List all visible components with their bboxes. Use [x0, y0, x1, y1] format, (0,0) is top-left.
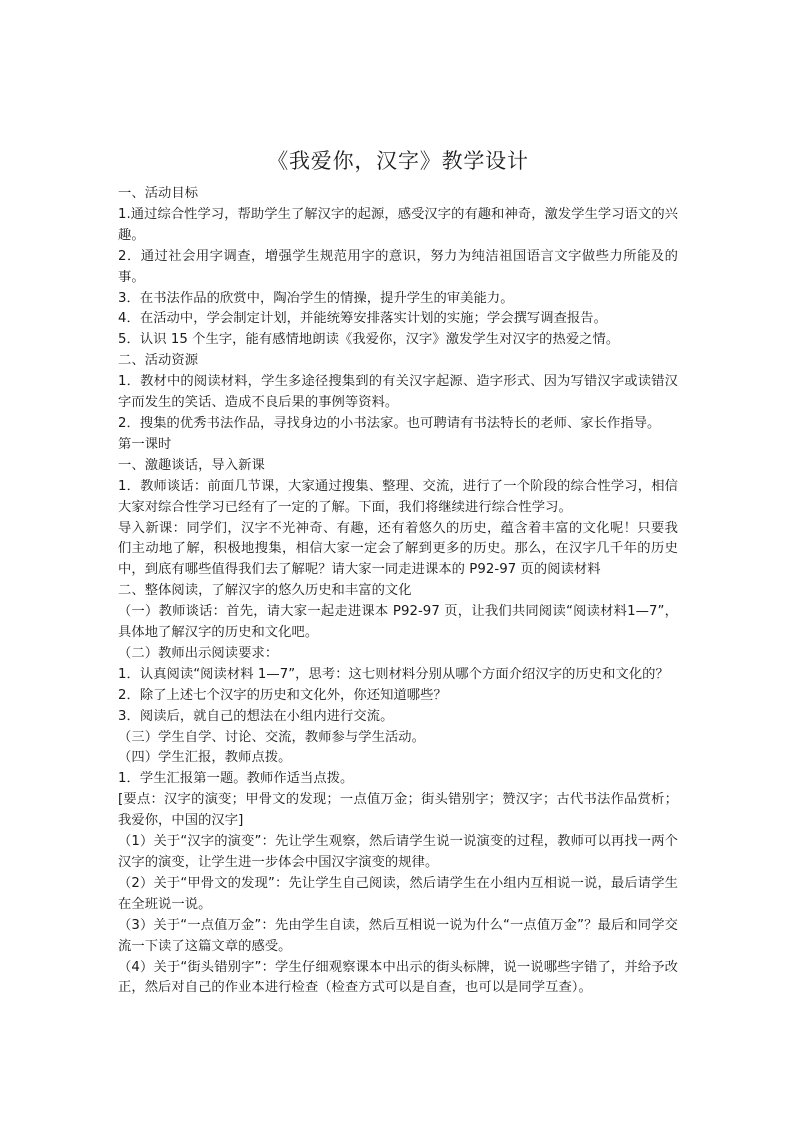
lesson-heading: 第一课时 [118, 436, 172, 452]
objective-item: 1.通过综合性学习，帮助学生了解汉字的起源，感受汉字的有趣和神奇，激发学生学习语文的兴趣。 [118, 206, 679, 243]
body-paragraph: （二）教师出示阅读要求： [118, 645, 279, 661]
body-paragraph: （一）教师谈话：首先，请大家一起走进课本 P92-97 页，让我们共同阅读“阅读材料1—7”，具体地了解汉字的历史和文化吧。 [118, 604, 678, 641]
section-heading-resources: 二、活动资源 [118, 353, 199, 369]
objective-item: 2．通过社会用字调查，增强学生规范用字的意识，努力为纯洁祖国语言文字做些力所能及的事。 [118, 248, 678, 285]
objective-item: 3．在书法作品的欣赏中，陶冶学生的情操，提升学生的审美能力。 [118, 290, 514, 306]
objective-item: 4．在活动中，学会制定计划，并能统筹安排落实计划的实施；学会撰写调查报告。 [118, 311, 607, 327]
document-title: 《我爱你，汉字》教学设计 [267, 149, 529, 173]
body-paragraph: 1．学生汇报第一题。教师作适当点拨。 [118, 771, 354, 787]
body-paragraph: 1．教师谈话：前面几节课，大家通过搜集、整理、交流，进行了一个阶段的综合性学习，相信大家对综合性学习已经有了一定的了解。下面，我们将继续进行综合性学习。 [118, 478, 678, 515]
reading-requirement: 3．阅读后，就自己的想法在小组内进行交流。 [118, 708, 394, 724]
section-heading-intro: 一、激趣谈话，导入新课 [118, 457, 265, 473]
reading-requirement: 2．除了上述七个汉字的历史和文化外，你还知道哪些？ [118, 687, 447, 703]
body-paragraph: （四）学生汇报，教师点拨。 [118, 750, 292, 766]
objective-item: 5．认识 15 个生字，能有感情地朗读《我爱你，汉字》激发学生对汉字的热爱之情。 [118, 332, 620, 348]
body-paragraph: （三）学生自学、讨论、交流，教师参与学生活动。 [118, 729, 425, 745]
discussion-item: （4）关于“街头错别字”：学生仔细观察课本中出示的街头标牌，说一说哪些字错了，并给予改正，然后对自己的作业本进行检查（检查方式可以是自查，也可以是同学互查）。 [118, 959, 678, 996]
reading-requirement: 1．认真阅读“阅读材料 1—7”，思考：这七则材料分别从哪个方面介绍汉字的历史和文化的？ [118, 666, 669, 682]
resource-item: 2．搜集的优秀书法作品，寻找身边的小书法家。也可聘请有书法特长的老师、家长作指导。 [118, 415, 661, 431]
discussion-item: （3）关于“一点值万金”：先由学生自读，然后互相说一说为什么“一点值万金”？最后和同学交流一下读了这篇文章的感受。 [118, 917, 678, 954]
key-points: [要点：汉字的演变；甲骨文的发现；一点值万金；街头错别字；赞汉字；古代书法作品赏析；我爱你，中国的汉字] [118, 792, 678, 829]
discussion-item: （2）关于“甲骨文的发现”：先让学生自己阅读，然后请学生在小组内互相说一说，最后请学生在全班说一说。 [118, 875, 678, 912]
section-heading-reading: 二、整体阅读，了解汉字的悠久历史和丰富的文化 [118, 583, 412, 599]
section-heading-objectives: 一、活动目标 [118, 186, 199, 201]
discussion-item: （1）关于“汉字的演变”：先让学生观察，然后请学生说一说演变的过程，教师可以再找一两个汉字的演变，让学生进一步体会中国汉字演变的规律。 [118, 834, 678, 870]
resource-item: 1．教材中的阅读材料，学生多途径搜集到的有关汉字起源、造字形式、因为写错汉字或读错汉字而发生的笑话、造成不良后果的事例等资料。 [118, 374, 678, 411]
body-paragraph: 导入新课：同学们，汉字不光神奇、有趣，还有着悠久的历史，蕴含着丰富的文化呢！只要我们主动地了解，积极地搜集，相信大家一定会了解到更多的历史。那么，在汉字几千年的历史中，到底有哪些值得我们去了解呢？请大家一同走进课本的 P92-97 页的阅读材料 [118, 520, 678, 578]
document-body [118, 144, 678, 999]
